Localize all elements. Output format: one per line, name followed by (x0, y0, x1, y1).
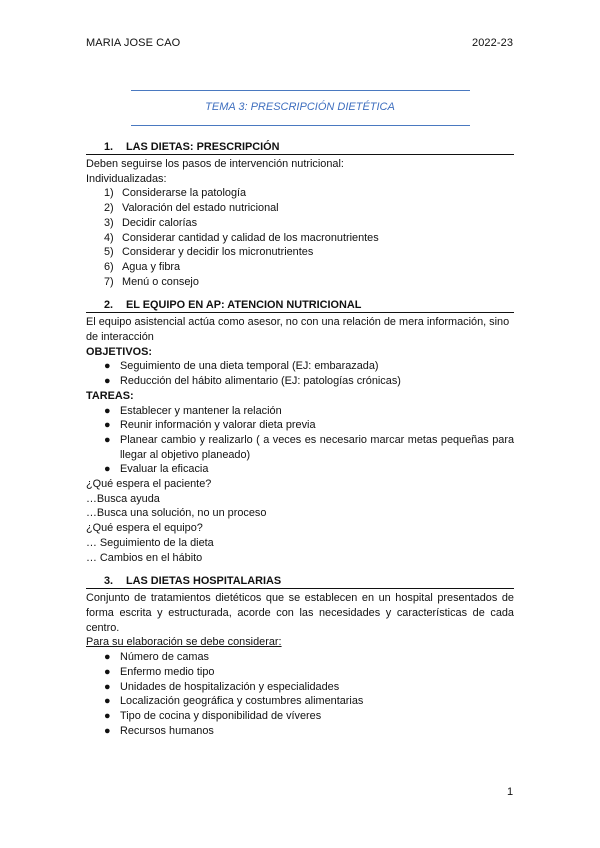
list-item: ● Tipo de cocina y disponibilidad de víveres (104, 709, 322, 722)
section-3-number: 3. (104, 575, 114, 588)
section-1-heading (86, 140, 514, 155)
consider-label: Para su elaboración se debe considerar: (86, 636, 282, 649)
list-item: ● Reducción del hábito alimentario (EJ: patologías crónicas) (104, 375, 401, 388)
list-item: 3) Decidir calorías (104, 216, 198, 229)
question-patient: ¿Qué espera el paciente? (86, 478, 212, 491)
section-1-intro: Deben seguirse los pasos de intervención nutricional: (86, 158, 344, 170)
section-1-title: LAS DIETAS: PRESCRIPCIÓN (126, 141, 280, 153)
list-item: ● Evaluar la eficacia (104, 463, 209, 476)
bullet-icon: ● (104, 404, 111, 417)
objetivos-label: OBJETIVOS: (86, 345, 152, 358)
bullet-icon: ● (104, 695, 111, 708)
answer-line: …Busca ayuda (86, 492, 160, 505)
list-item: 2) Valoración del estado nutricional (104, 202, 279, 215)
answer-line: … Cambios en el hábito (86, 551, 203, 564)
section-1-number: 1. (104, 141, 114, 153)
list-item: 5) Considerar y decidir los micronutrientes (104, 246, 314, 259)
page-number: 1 (507, 786, 514, 798)
title-rule-bottom (131, 125, 470, 126)
section-3-heading (86, 574, 514, 589)
answer-line: … Seguimiento de la dieta (86, 536, 214, 549)
tareas-label: TAREAS: (86, 389, 134, 402)
bullet-icon: ● (104, 665, 111, 678)
document-body (86, 140, 514, 738)
header-year: 2022-23 (472, 37, 514, 49)
list-item: ● Reunir información y valorar dieta previa (104, 419, 316, 432)
list-item: 6) Agua y fibra (104, 260, 181, 273)
title-rule-top (131, 90, 470, 91)
bullet-icon: ● (104, 360, 111, 373)
list-item: ● Unidades de hospitalización y especialidades (104, 680, 340, 693)
section-1-sub: Individualizadas: (86, 172, 167, 185)
answer-line: …Busca una solución, no un proceso (86, 507, 267, 520)
bullet-icon: ● (104, 375, 111, 388)
list-item: 1) Considerarse la patología (104, 187, 247, 200)
list-item: ● Seguimiento de una dieta temporal (EJ: embarazada) (104, 360, 379, 373)
list-item: ● Recursos humanos (104, 724, 214, 737)
bullet-icon: ● (104, 724, 111, 737)
section-2-title: EL EQUIPO EN AP: ATENCION NUTRICIONAL (126, 299, 362, 312)
section-3-title: LAS DIETAS HOSPITALARIAS (126, 575, 282, 588)
section-2-number: 2. (104, 299, 114, 312)
section-2-intro: El equipo asistencial actúa como asesor, no con una relación de mera información, sino de interacción (86, 316, 510, 344)
bullet-icon: ● (104, 680, 111, 693)
list-item: 7) Menú o consejo (104, 275, 199, 288)
section-2-heading (86, 298, 514, 313)
header-author: MARIA JOSE CAO (86, 37, 181, 49)
list-item: ● Establecer y mantener la relación (104, 404, 282, 417)
list-item: 4) Considerar cantidad y calidad de los macronutrientes (104, 231, 379, 244)
bullet-icon: ● (104, 433, 111, 446)
bullet-icon: ● (104, 709, 111, 722)
document-title: TEMA 3: PRESCRIPCIÓN DIETÉTICA (205, 101, 395, 113)
list-item: ● Localización geográfica y costumbres alimentarias (104, 695, 364, 708)
question-team: ¿Qué espera el equipo? (86, 522, 203, 535)
list-item: ● Enfermo medio tipo (104, 665, 215, 678)
bullet-icon: ● (104, 651, 111, 664)
list-item: ● Planear cambio y realizarlo ( a veces es necesario marcar metas pequeñas para llegar al objetivo planeado) (104, 433, 514, 461)
section-3-intro: Conjunto de tratamientos dietéticos que se establecen en un hospital presentados de forma escrita y estructurada, acorde con las necesidades y características de cada centro. (86, 592, 514, 634)
list-item: ● Número de camas (104, 651, 209, 664)
bullet-icon: ● (104, 463, 111, 476)
section-1-list (86, 186, 514, 289)
bullet-icon: ● (104, 419, 111, 432)
